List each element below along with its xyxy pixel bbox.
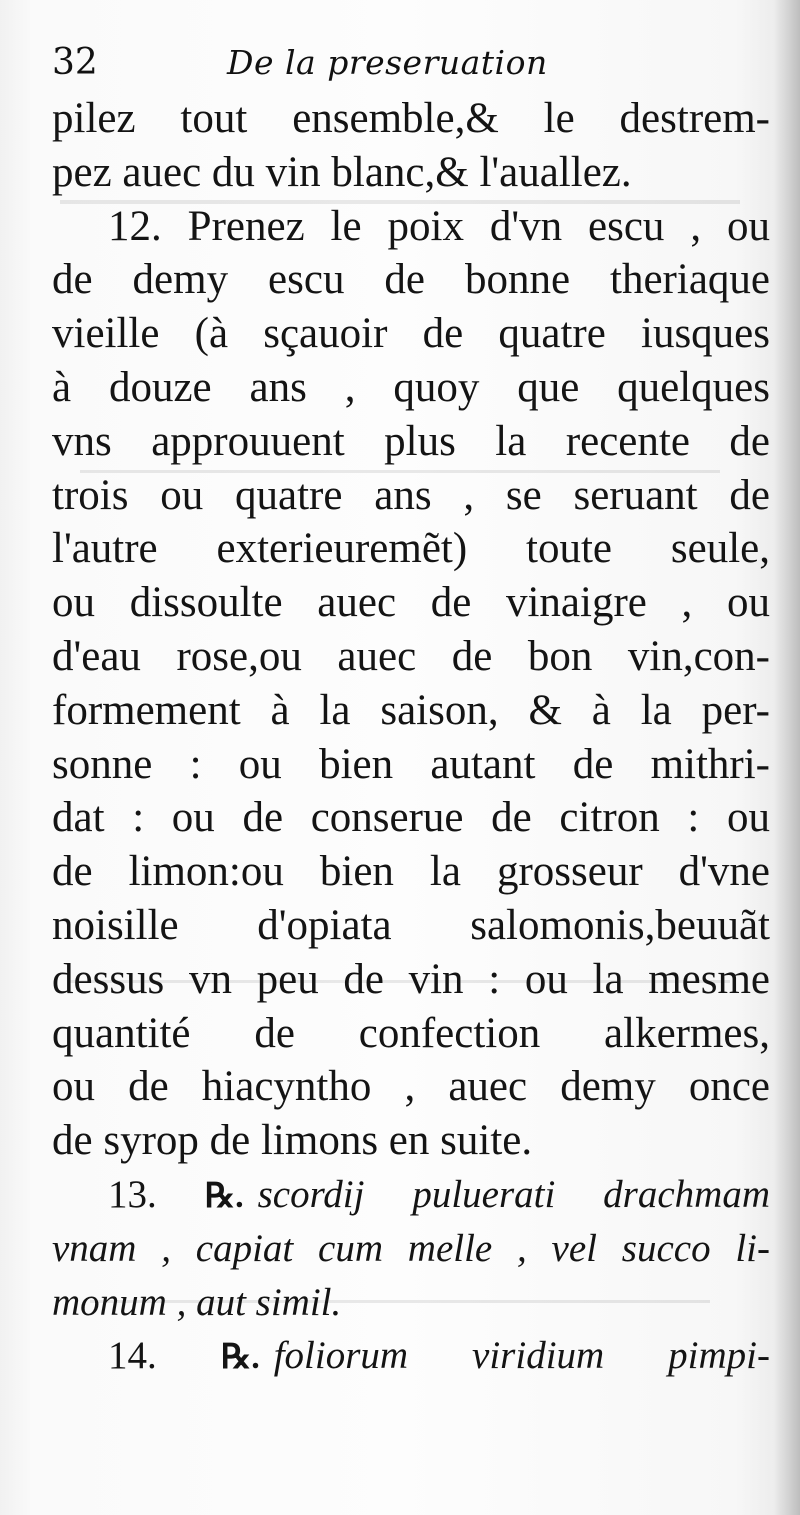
page-header [52,40,752,86]
text-line: de syrop de limons en suite. [52,1117,533,1165]
text-line: vieille (à sçauoir de quatre iusques [52,310,770,358]
text-line: à douze ans , quoy que quelques [52,363,770,411]
text-line: formement à la saison, & à la per- [52,686,770,734]
text-line: de limon:ou bien la grosseur d'vne [52,848,770,896]
text-line: dat : ou de conserue de citron : ou [52,794,770,842]
text-line: quantité de confection alkermes, [52,1009,770,1057]
text-line: noisille d'opiata salomonis,beuuãt [52,901,770,949]
paragraph-13-number: 13. [108,1172,157,1216]
text-line: sonne : ou bien autant de mithri- [52,740,770,788]
text-line: ou dissoulte auec de vinaigre , ou [52,579,770,627]
latin-line: monum , aut simil. [52,1280,342,1324]
text-line: vns approuuent plus la recente de [52,417,770,465]
text-line: ou de hiacyntho , auec demy once [52,1063,770,1111]
text-line: l'autre exterieuremẽt) toute seule, [52,525,770,573]
text-line: pez auec du vin blanc,& l'auallez. [52,148,632,196]
latin-line: vnam , capiat cum melle , vel succo li- [52,1226,770,1270]
page-number: 32 [52,42,98,83]
text-line: dessus vn peu de vin : ou la mesme [52,955,770,1003]
body-text [52,92,770,1383]
paragraph-14-start [52,1329,770,1383]
paragraph-12-start: 12. Prenez le poix d'vn escu , ou [108,202,770,250]
recipe-symbol: ℞. [204,1177,244,1215]
page-edge-shadow [774,0,800,1515]
latin-text: foliorum viridium pimpi- [273,1334,770,1378]
text-line: de demy escu de bonne theriaque [52,256,770,304]
running-head: De la preseruation [227,43,548,82]
text-line: trois ou quatre ans , se seruant de [52,471,770,519]
text-line: d'eau rose,ou auec de bon vin,con- [52,632,770,680]
paragraph-14-number: 14. [108,1334,157,1378]
text-line: pilez tout ensemble,& le destrem- [52,95,770,142]
paragraph-13-start [52,1168,770,1222]
latin-text: scordij puluerati drachmam [257,1172,771,1216]
recipe-symbol: ℞. [220,1339,260,1377]
